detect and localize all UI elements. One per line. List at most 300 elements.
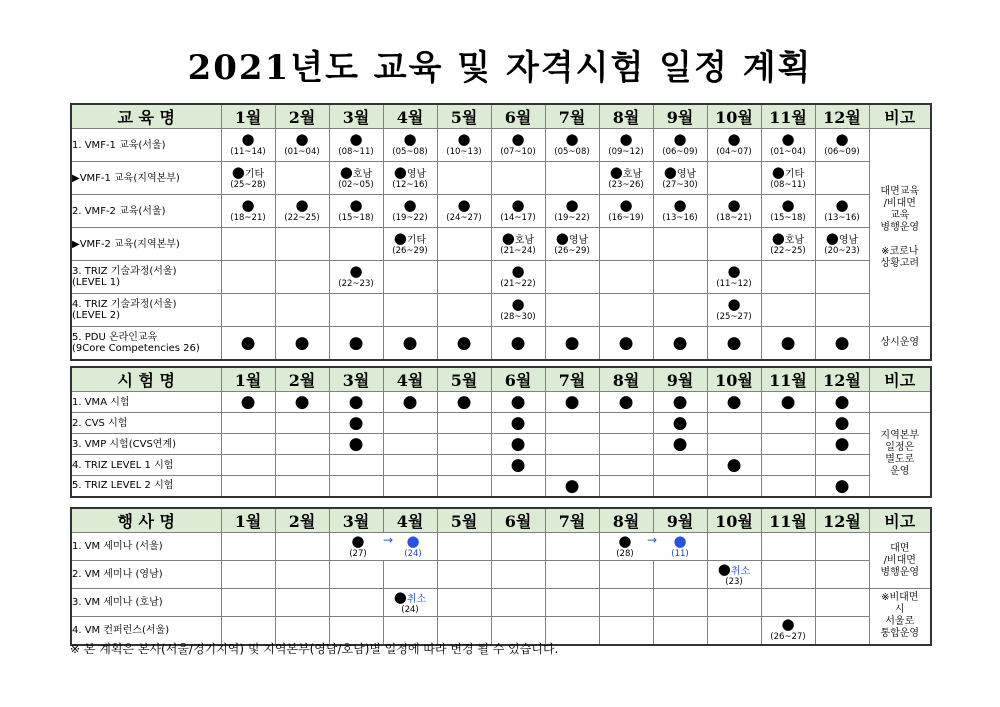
empty-cell (545, 434, 599, 455)
schedule-date: (21~22) (500, 279, 536, 289)
schedule-date: (24~27) (446, 213, 482, 223)
schedule-date: (16~19) (608, 213, 644, 223)
schedule-dot: ● (834, 332, 850, 353)
month-header: 8월 (599, 104, 653, 129)
schedule-dot: ● (726, 392, 742, 412)
schedule-dot: ● (295, 196, 309, 214)
empty-cell (707, 413, 761, 434)
schedule-cell (653, 327, 707, 360)
schedule-cell (761, 129, 815, 162)
schedule-cell (329, 434, 383, 455)
schedule-dot: ● (393, 163, 407, 181)
region-label: 영남 (676, 169, 697, 180)
exam-remark: 지역본부 일정은 별도로 운영 (869, 413, 931, 497)
schedule-cell (653, 413, 707, 434)
month-header: 11월 (761, 508, 815, 533)
empty-cell (761, 434, 815, 455)
schedule-cell (653, 195, 707, 228)
event-date: (24) (401, 604, 419, 615)
empty-cell (491, 533, 545, 561)
region-label: 기타 (244, 169, 265, 180)
course-name: 1. VMF-1 교육(서울) (71, 129, 221, 162)
schedule-dot: ● (457, 196, 471, 214)
schedule-dot: ● (835, 196, 849, 214)
month-header: 7월 (545, 508, 599, 533)
pdu-remark: 상시운영 (869, 327, 931, 360)
month-header: 12월 (815, 104, 869, 129)
table-row (71, 228, 931, 261)
schedule-cell (815, 228, 869, 261)
schedule-cell (221, 129, 275, 162)
month-header: 6월 (491, 367, 545, 392)
schedule-date: (23~26) (608, 180, 644, 190)
exam-schedule-table (70, 366, 932, 498)
month-header: 2월 (275, 104, 329, 129)
empty-cell (275, 589, 329, 617)
schedule-date: (01~04) (770, 147, 806, 157)
schedule-date: (28~30) (500, 312, 536, 322)
schedule-date: (19~22) (554, 213, 590, 223)
schedule-dot: ● (555, 229, 569, 247)
month-header: 9월 (653, 508, 707, 533)
empty-cell (653, 228, 707, 261)
month-header: 8월 (599, 508, 653, 533)
empty-cell (221, 261, 275, 294)
schedule-cell (491, 195, 545, 228)
schedule-cell (221, 392, 275, 413)
course-name: 5. PDU 온라인교육 (9Core Competencies 26) (71, 327, 221, 360)
schedule-cell (815, 476, 869, 497)
empty-cell (383, 413, 437, 434)
schedule-dot: ● (348, 434, 364, 454)
schedule-dot: ● (393, 229, 407, 247)
schedule-dot: ● (241, 130, 255, 148)
schedule-dot: ● (673, 196, 687, 214)
exam-name-header: 시 험 명 (71, 367, 221, 392)
event-header-row (71, 508, 931, 533)
schedule-dot: ● (781, 130, 795, 148)
exam-name: 5. TRIZ LEVEL 2 시험 (71, 476, 221, 497)
table-row (71, 434, 931, 455)
event-name: 3. VM 세미나 (호남) (71, 589, 221, 617)
empty-cell (815, 162, 869, 195)
table-row (71, 195, 931, 228)
event-name: 1. VM 세미나 (서울) (71, 533, 221, 561)
schedule-date: (20~23) (824, 246, 860, 256)
table-row (71, 261, 931, 294)
empty-cell (221, 476, 275, 497)
table-row (71, 162, 931, 195)
schedule-dot: ● (825, 229, 839, 247)
schedule-cell (491, 261, 545, 294)
schedule-cell (491, 434, 545, 455)
empty-cell (815, 589, 869, 617)
empty-cell (491, 561, 545, 589)
empty-cell (545, 261, 599, 294)
month-header: 5월 (437, 508, 491, 533)
schedule-dot: ● (781, 616, 795, 634)
empty-cell (815, 617, 869, 645)
empty-cell (437, 434, 491, 455)
empty-cell (707, 533, 761, 561)
schedule-cell (653, 162, 707, 195)
schedule-dot: ● (406, 532, 420, 550)
schedule-cell (329, 261, 383, 294)
schedule-cell (815, 327, 869, 360)
schedule-dot: ● (403, 130, 417, 148)
schedule-dot: ● (672, 332, 688, 353)
month-header: 5월 (437, 104, 491, 129)
region-label: 호남 (514, 235, 535, 246)
month-header: 3월 (329, 104, 383, 129)
schedule-dot: ● (501, 229, 515, 247)
schedule-dot: ● (834, 475, 850, 496)
schedule-dot: ● (348, 392, 364, 412)
schedule-dot: ● (231, 163, 245, 181)
schedule-dot: ● (618, 332, 634, 353)
schedule-cell (491, 392, 545, 413)
schedule-dot: ● (511, 262, 525, 280)
remark-header: 비고 (869, 367, 931, 392)
schedule-date: (19~22) (392, 213, 428, 223)
empty-cell (815, 294, 869, 327)
education-schedule-table (70, 103, 932, 361)
schedule-cell (761, 195, 815, 228)
schedule-cell (815, 129, 869, 162)
course-name: 2. VMF-2 교육(서울) (71, 195, 221, 228)
empty-cell (437, 261, 491, 294)
schedule-cell (275, 392, 329, 413)
schedule-date: (08~11) (338, 147, 374, 157)
schedule-cell (491, 327, 545, 360)
month-header: 10월 (707, 104, 761, 129)
schedule-cell (545, 228, 599, 261)
remark-header: 비고 (869, 508, 931, 533)
empty-cell (329, 476, 383, 497)
schedule-cell (815, 392, 869, 413)
exam-name: 2. CVS 시험 (71, 413, 221, 434)
empty-cell (761, 261, 815, 294)
schedule-cell (761, 228, 815, 261)
event-remark-bottom: ※비대면 시 서울로 통합운영 (869, 589, 931, 645)
schedule-dot: ● (609, 163, 623, 181)
month-header: 11월 (761, 104, 815, 129)
schedule-dot: ● (727, 196, 741, 214)
empty-cell (599, 589, 653, 617)
event-remark-top: 대면 /비대면 병행운영 (869, 533, 931, 589)
education-header-row (71, 104, 931, 129)
schedule-date: (01~04) (284, 147, 320, 157)
schedule-dot: ● (834, 392, 850, 412)
schedule-dot: ● (780, 332, 796, 353)
schedule-cell (707, 392, 761, 413)
event-name: 4. VM 컨퍼런스(서울) (71, 617, 221, 645)
empty-cell (275, 228, 329, 261)
table-row (71, 413, 931, 434)
schedule-cell (707, 327, 761, 360)
region-label: 영남 (838, 235, 859, 246)
schedule-dot: ● (240, 332, 256, 353)
empty-cell (653, 589, 707, 617)
empty-cell (545, 561, 599, 589)
event-date: (28) (616, 548, 634, 559)
schedule-cell (383, 129, 437, 162)
schedule-dot: ● (349, 130, 363, 148)
month-header: 1월 (221, 367, 275, 392)
schedule-date: (14~17) (500, 213, 536, 223)
empty-cell (599, 228, 653, 261)
schedule-dot: ● (727, 130, 741, 148)
footnote: ※ 본 계획은 본사(서울/경기지역) 및 지역본부(영남/호남)별 일정에 따라 변경 될 수 있습니다. (70, 642, 559, 656)
schedule-dot: ● (771, 229, 785, 247)
month-header: 2월 (275, 508, 329, 533)
schedule-dot: ● (564, 392, 580, 412)
month-header: 10월 (707, 508, 761, 533)
empty-cell (761, 561, 815, 589)
empty-cell (437, 533, 491, 561)
empty-cell (545, 162, 599, 195)
schedule-dot: ● (511, 196, 525, 214)
empty-cell (329, 561, 383, 589)
empty-cell (275, 434, 329, 455)
schedule-cell (437, 129, 491, 162)
schedule-cell (383, 195, 437, 228)
empty-cell (491, 589, 545, 617)
schedule-dot: ● (619, 196, 633, 214)
schedule-dot: ● (510, 434, 526, 454)
schedule-cell (653, 392, 707, 413)
schedule-date: (04~07) (716, 147, 752, 157)
schedule-cell (545, 195, 599, 228)
month-header: 6월 (491, 508, 545, 533)
month-header: 12월 (815, 367, 869, 392)
schedule-dot: ● (294, 332, 310, 353)
schedule-dot: ● (511, 295, 525, 313)
empty-cell (545, 533, 599, 561)
empty-cell (599, 476, 653, 497)
schedule-cell (329, 195, 383, 228)
empty-cell (437, 476, 491, 497)
empty-cell (815, 561, 869, 589)
schedule-dot: ● (663, 163, 677, 181)
schedule-date: (27~30) (662, 180, 698, 190)
schedule-date: (13~16) (662, 213, 698, 223)
exam-name: 1. VMA 시험 (71, 392, 221, 413)
schedule-cell (383, 392, 437, 413)
month-header: 4월 (383, 367, 437, 392)
event-cell-honam-apr (383, 589, 437, 617)
month-header: 1월 (221, 104, 275, 129)
empty-cell (815, 533, 869, 561)
exam-name: 3. VMP 시험(CVS연계) (71, 434, 221, 455)
schedule-cell (329, 129, 383, 162)
exam-remark-blank (869, 392, 931, 413)
schedule-dot: ● (403, 196, 417, 214)
schedule-cell (275, 195, 329, 228)
schedule-cell (221, 327, 275, 360)
schedule-cell (437, 392, 491, 413)
empty-cell (599, 617, 653, 645)
event-date: (26~27) (770, 632, 806, 643)
schedule-dot: ● (780, 392, 796, 412)
schedule-cell (707, 261, 761, 294)
schedule-dot: ● (295, 130, 309, 148)
schedule-cell (599, 195, 653, 228)
schedule-date: (09~12) (608, 147, 644, 157)
schedule-cell (707, 129, 761, 162)
empty-cell (221, 294, 275, 327)
schedule-dot: ● (241, 196, 255, 214)
schedule-cell (545, 327, 599, 360)
schedule-date: (22~25) (770, 246, 806, 256)
empty-cell (599, 455, 653, 476)
schedule-date: (05~08) (554, 147, 590, 157)
schedule-cell (221, 195, 275, 228)
schedule-date: (11~12) (716, 279, 752, 289)
empty-cell (437, 561, 491, 589)
empty-cell (221, 413, 275, 434)
month-header: 3월 (329, 367, 383, 392)
schedule-date: (06~09) (662, 147, 698, 157)
schedule-cell (707, 294, 761, 327)
schedule-dot: ● (564, 475, 580, 496)
empty-cell (653, 455, 707, 476)
schedule-date: (25~28) (230, 180, 266, 190)
schedule-cell (329, 392, 383, 413)
schedule-date: (11~14) (230, 147, 266, 157)
schedule-dot: ● (834, 434, 850, 454)
schedule-cell (491, 294, 545, 327)
region-label: 기타 (784, 169, 805, 180)
empty-cell (599, 294, 653, 327)
cancel-label: 취소 (406, 593, 427, 605)
event-name-header: 행 사 명 (71, 508, 221, 533)
schedule-dot: ● (565, 130, 579, 148)
schedule-cell (815, 195, 869, 228)
schedule-dot: ● (349, 196, 363, 214)
schedule-dot: ● (510, 413, 526, 433)
empty-cell (275, 455, 329, 476)
table-row (71, 327, 931, 360)
schedule-cell (437, 195, 491, 228)
schedule-dot: ● (672, 434, 688, 454)
schedule-date: (07~10) (500, 147, 536, 157)
schedule-cell (599, 392, 653, 413)
schedule-cell (329, 413, 383, 434)
exam-header-row (71, 367, 931, 392)
empty-cell (761, 413, 815, 434)
schedule-dot: ● (457, 130, 471, 148)
schedule-dot: ● (510, 392, 526, 412)
empty-cell (383, 294, 437, 327)
schedule-dot: ● (348, 332, 364, 353)
month-header: 9월 (653, 104, 707, 129)
exam-name: 4. TRIZ LEVEL 1 시험 (71, 455, 221, 476)
month-header: 2월 (275, 367, 329, 392)
empty-cell (383, 261, 437, 294)
empty-cell (437, 162, 491, 195)
empty-cell (653, 294, 707, 327)
empty-cell (383, 561, 437, 589)
schedule-date: (10~13) (446, 147, 482, 157)
month-header: 6월 (491, 104, 545, 129)
schedule-cell (437, 327, 491, 360)
empty-cell (599, 413, 653, 434)
course-name: 4. TRIZ 기술과정(서울) (LEVEL 2) (71, 294, 221, 327)
empty-cell (221, 561, 275, 589)
schedule-dot: ● (349, 262, 363, 280)
schedule-cell (275, 129, 329, 162)
empty-cell (221, 455, 275, 476)
schedule-date: (06~09) (824, 147, 860, 157)
empty-cell (275, 413, 329, 434)
empty-cell (437, 294, 491, 327)
schedule-cell (383, 228, 437, 261)
schedule-cell (491, 129, 545, 162)
empty-cell (491, 162, 545, 195)
month-header: 8월 (599, 367, 653, 392)
table-row (71, 392, 931, 413)
schedule-cell (653, 129, 707, 162)
schedule-date: (18~21) (230, 213, 266, 223)
schedule-dot: ● (726, 455, 742, 475)
schedule-dot: ● (727, 262, 741, 280)
month-header: 12월 (815, 508, 869, 533)
empty-cell (221, 589, 275, 617)
schedule-dot: ● (511, 130, 525, 148)
schedule-date: (26~29) (392, 246, 428, 256)
table-row (71, 561, 931, 589)
schedule-dot: ● (726, 332, 742, 353)
region-label: 기타 (406, 235, 427, 246)
month-header: 9월 (653, 367, 707, 392)
schedule-cell (383, 327, 437, 360)
region-label: 호남 (622, 169, 643, 180)
schedule-cell (329, 327, 383, 360)
schedule-dot: ● (727, 295, 741, 313)
schedule-dot: ● (618, 392, 634, 412)
schedule-cell (221, 162, 275, 195)
month-header: 7월 (545, 104, 599, 129)
schedule-dot: ● (672, 392, 688, 412)
empty-cell (221, 228, 275, 261)
empty-cell (707, 589, 761, 617)
schedule-dot: ● (456, 332, 472, 353)
event-schedule-table (70, 507, 932, 646)
empty-cell (329, 589, 383, 617)
event-cell-yeongnam-oct (707, 561, 761, 589)
schedule-cell (815, 413, 869, 434)
table-row (71, 129, 931, 162)
empty-cell (275, 476, 329, 497)
table-row (71, 476, 931, 497)
schedule-dot: ● (351, 532, 365, 550)
schedule-dot: ● (834, 413, 850, 433)
empty-cell (707, 476, 761, 497)
schedule-dot: ● (673, 532, 687, 550)
empty-cell (653, 617, 707, 645)
empty-cell (437, 589, 491, 617)
region-label: 영남 (568, 235, 589, 246)
schedule-dot: ● (771, 163, 785, 181)
empty-cell (815, 261, 869, 294)
event-date: (23) (725, 576, 743, 587)
empty-cell (437, 455, 491, 476)
month-header: 4월 (383, 508, 437, 533)
month-header: 1월 (221, 508, 275, 533)
schedule-cell (491, 228, 545, 261)
empty-cell (383, 455, 437, 476)
